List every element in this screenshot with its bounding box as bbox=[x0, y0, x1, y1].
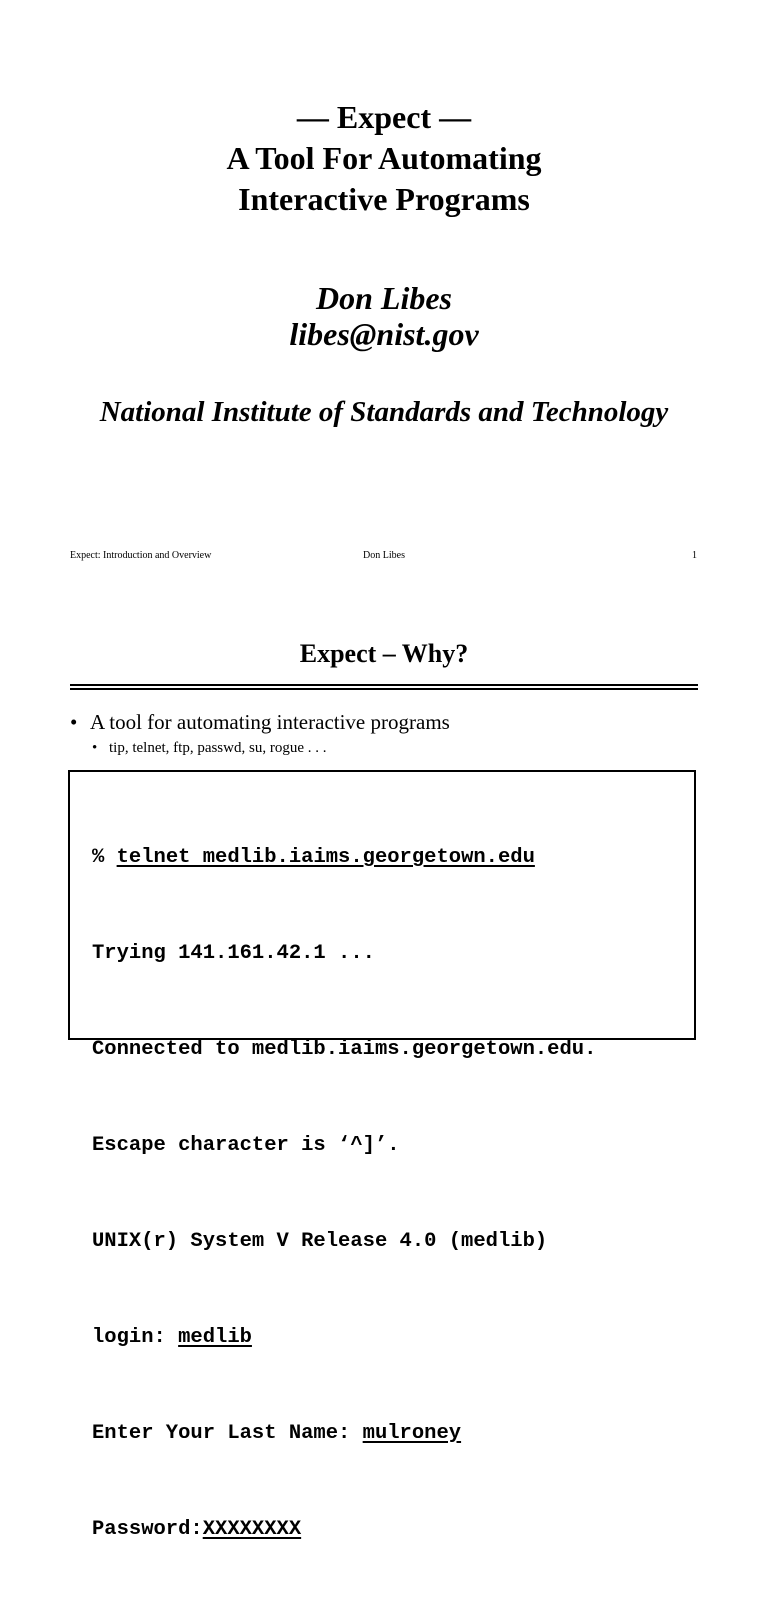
terminal-line bbox=[92, 1226, 596, 1258]
terminal-line bbox=[92, 1130, 596, 1162]
footer-center: Don Libes bbox=[363, 550, 405, 561]
author-email: libes@nist.gov bbox=[289, 316, 479, 352]
author-name: Don Libes bbox=[316, 280, 452, 316]
author-block bbox=[0, 280, 768, 352]
bullet-main-text: A tool for automating interactive programs bbox=[90, 710, 450, 734]
bullet-sub bbox=[92, 738, 326, 758]
terminal-output: Password: bbox=[92, 1518, 203, 1541]
terminal-output: UNIX(r) System V Release 4.0 (medlib) bbox=[92, 1230, 548, 1253]
terminal-line bbox=[92, 1418, 596, 1450]
title-rule-bottom bbox=[70, 688, 698, 690]
terminal-line bbox=[92, 1322, 596, 1354]
terminal-output: Trying 141.161.42.1 ... bbox=[92, 942, 375, 965]
terminal-transcript bbox=[68, 770, 696, 1541]
bullet-dot: • bbox=[70, 710, 78, 734]
title-line-1: — Expect — bbox=[296, 99, 472, 135]
footer-page-number: 1 bbox=[692, 550, 697, 561]
terminal-line bbox=[92, 938, 596, 970]
bullet-dot: • bbox=[92, 740, 98, 756]
terminal-user-input: medlib bbox=[178, 1326, 252, 1349]
institution: National Institute of Standards and Technology bbox=[99, 396, 669, 428]
terminal-line bbox=[92, 1514, 596, 1546]
terminal-output: login: bbox=[92, 1326, 179, 1349]
bullet-sub-text: tip, telnet, ftp, passwd, su, rogue . . . bbox=[109, 740, 327, 756]
title-line-2: A Tool For Automating bbox=[226, 140, 542, 176]
terminal-output: % bbox=[92, 846, 117, 869]
terminal-user-input: telnet medlib.iaims.georgetown.edu bbox=[116, 846, 535, 869]
title-line-3: Interactive Programs bbox=[238, 181, 530, 217]
terminal-user-input: mulroney bbox=[362, 1422, 462, 1445]
footer-left: Expect: Introduction and Overview bbox=[70, 550, 212, 561]
slide-title bbox=[0, 97, 768, 220]
terminal-output: Connected to medlib.iaims.georgetown.edu. bbox=[92, 1038, 597, 1061]
terminal-lines bbox=[92, 778, 596, 1610]
terminal-line bbox=[92, 842, 596, 874]
terminal-output: Escape character is ‘^]’. bbox=[92, 1134, 400, 1157]
terminal-user-input: XXXXXXXX bbox=[202, 1518, 302, 1541]
slide-1 bbox=[0, 0, 768, 580]
bullet-main bbox=[70, 709, 450, 735]
title-rule-top bbox=[70, 684, 698, 686]
terminal-output: Enter Your Last Name: bbox=[92, 1422, 363, 1445]
slide-2-title: Expect – Why? bbox=[299, 639, 469, 668]
terminal-line bbox=[92, 1034, 596, 1066]
